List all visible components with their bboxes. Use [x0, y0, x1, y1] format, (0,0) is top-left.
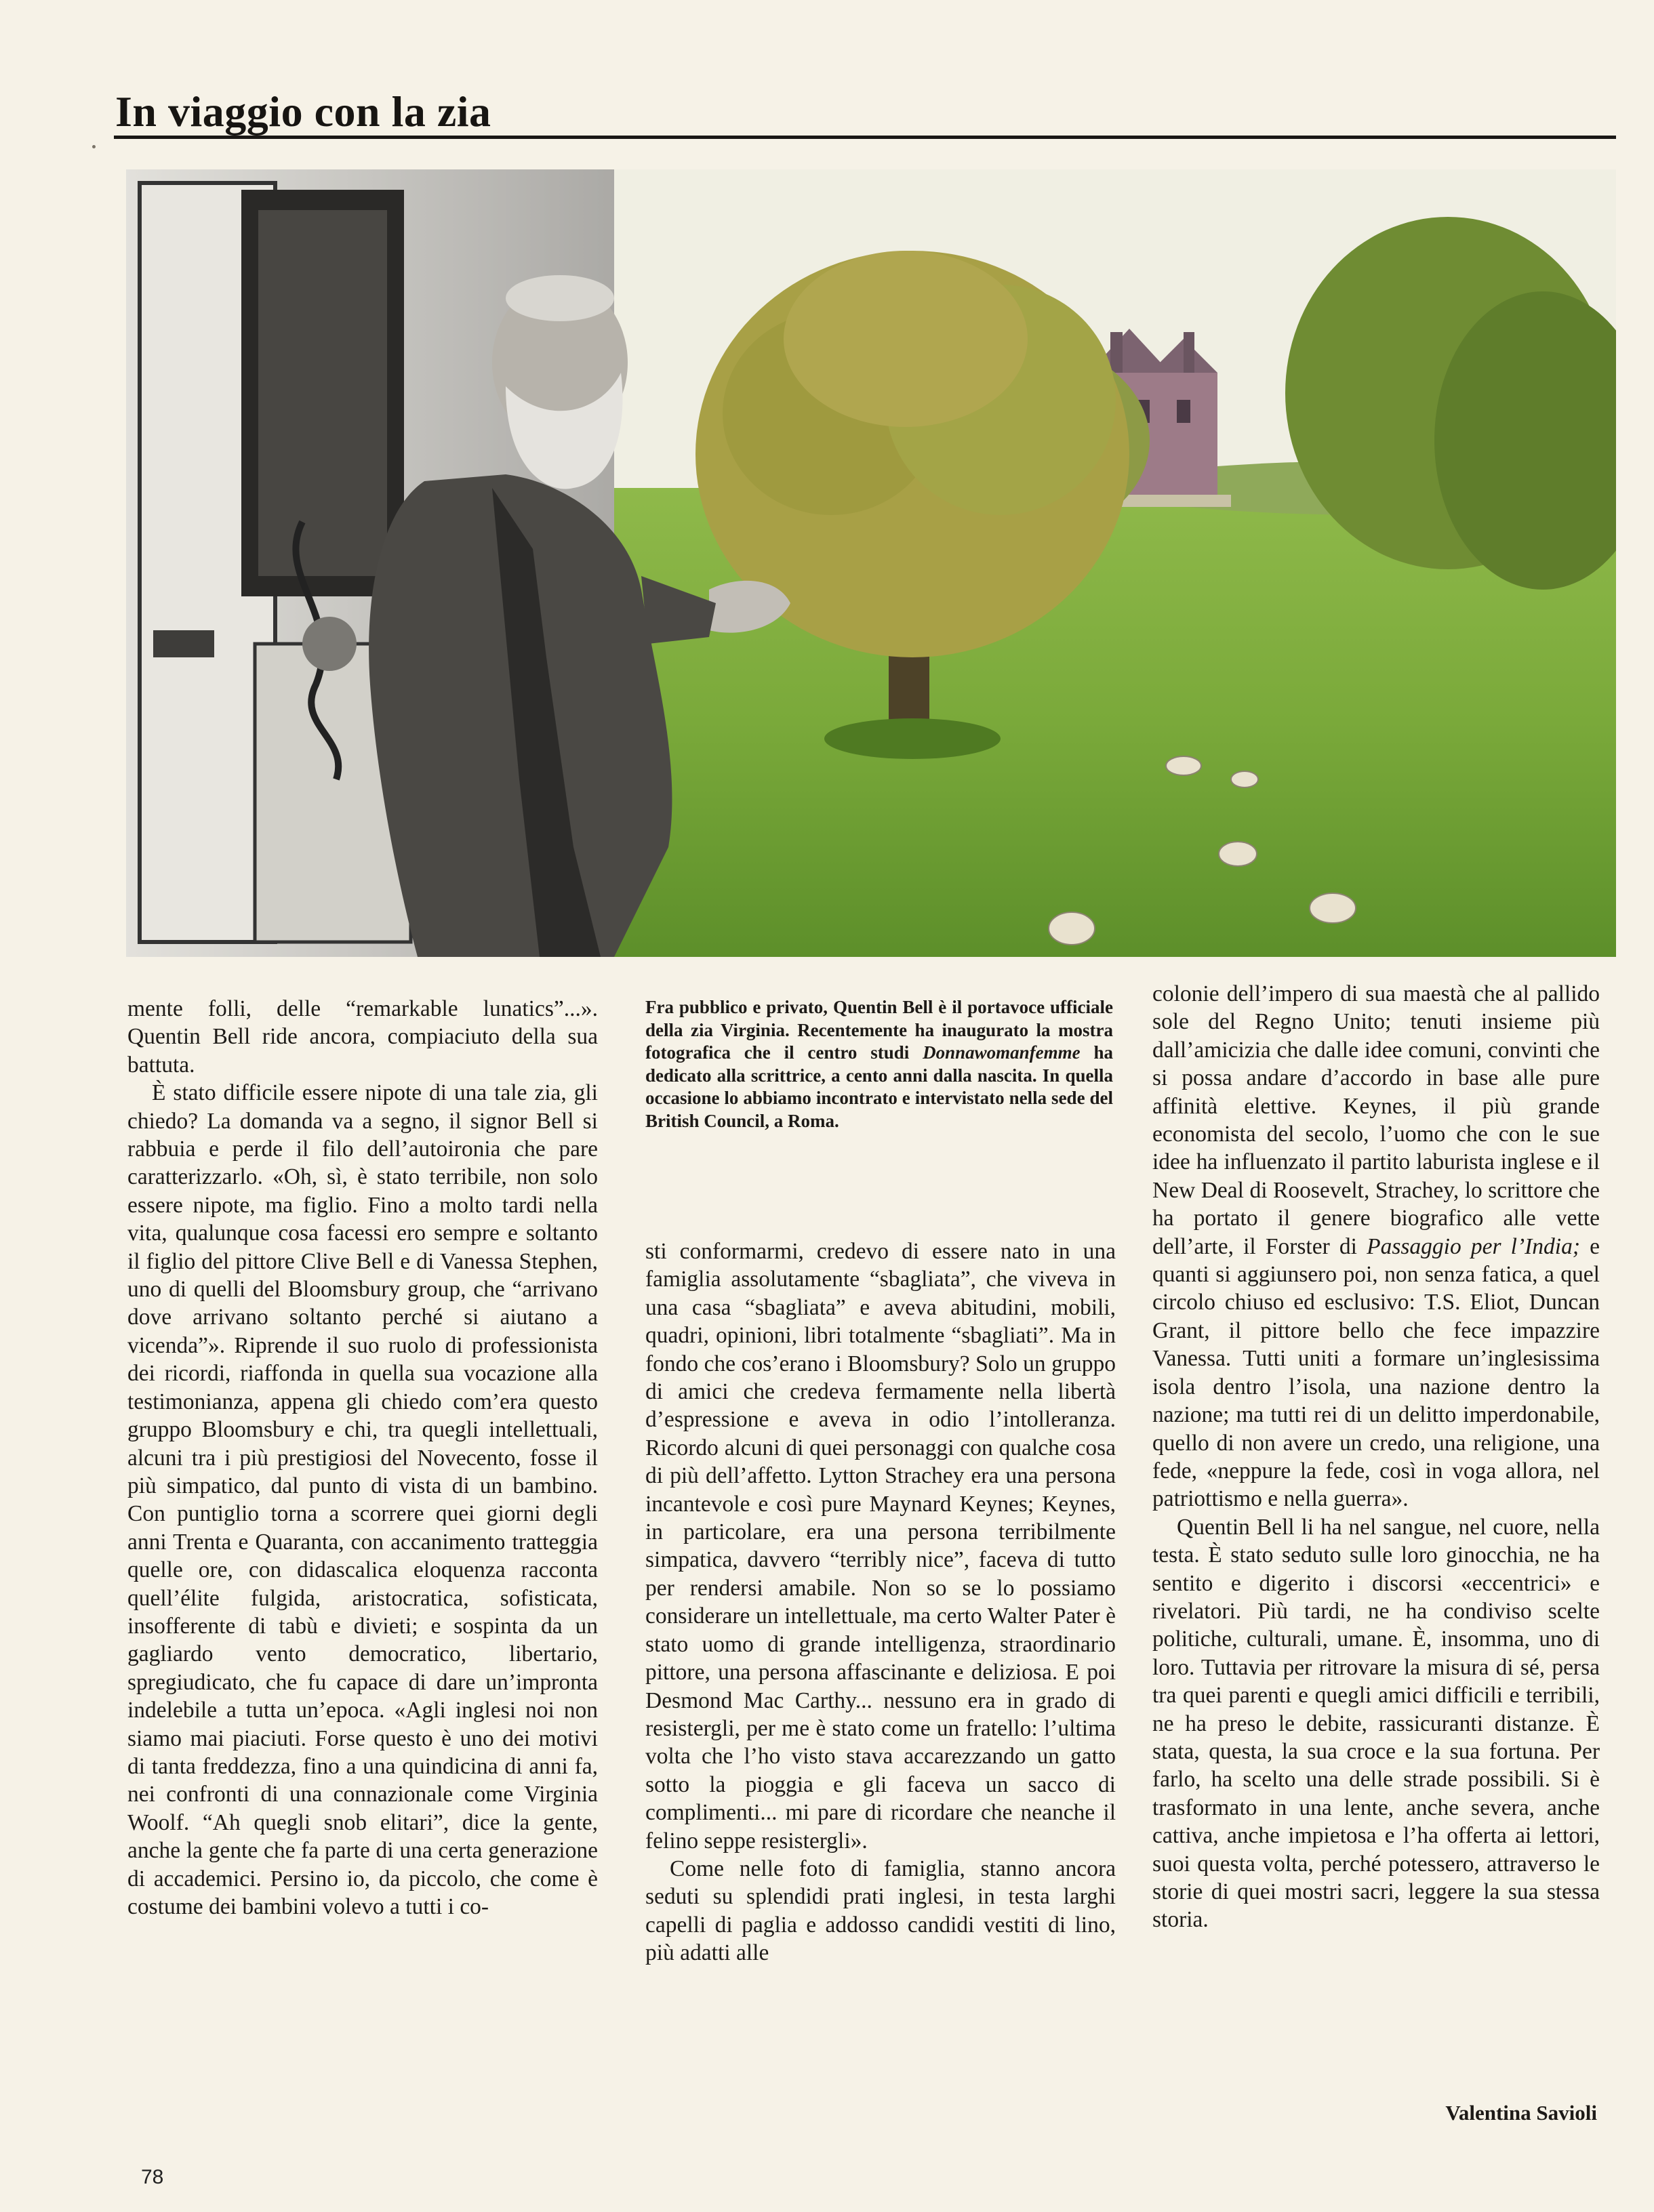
- column-1: [127, 995, 598, 1921]
- photo-caption: [645, 996, 1113, 1133]
- column-3-text-2: e quanti si aggiunsero poi, non senza fatica, a quel circolo chiuso ed esclusivo: T.S. Eliot, Duncan Grant, il pittore bello che fece impazzire Vanessa. Tutti uniti a formare un’inglesissima isola dentro l’isola, una nazione dentro la nazione; ma tutti rei di un delitto imperdonabile, quello di non avere un credo, una religione, una fede, «neppure la fede, così in voga allora, nel patriottismo e nella guerra».: [1152, 1233, 1600, 1512]
- column-1-paragraph-1: mente folli, delle “remarkable lunatics”...». Quentin Bell ride ancora, compiaciuto della sua battuta.: [127, 996, 598, 1078]
- author-signature: Valentina Savioli: [1445, 2101, 1597, 2125]
- article-photo: [126, 169, 1616, 957]
- column-3: [1152, 980, 1600, 1934]
- column-3-italic: Passaggio per l’India;: [1367, 1233, 1580, 1259]
- article-title: In viaggio con la zia: [115, 87, 491, 136]
- column-2-paragraph-1: sti conformarmi, credevo di essere nato in una famiglia assolutamente “sbagliata”, che viveva in una casa “sbagliata” e aveva abitudini, mobili, quadri, opinioni, libri totalmente “sbagliati”. Ma in fondo che cos’erano i Bloomsbury? Solo un gruppo di amici che credeva fermamente nella libertà d’espressione e aveva in odio l’intolleranza. Ricordo alcuni di quei personaggi con qualche cosa di più dell’affetto. Lytton Strachey era una persona incantevole e così pure Maynard Keynes; Keynes, in particolare, era una persona terribilmente simpatica, davvero “terribly nice”, faceva di tutto per rendersi amabile. Non so se lo possiamo considerare un intellettuale, ma certo Walter Pater è stato uomo di grande intelligenza, straordinario pittore, una persona affascinante e deliziosa. E poi Desmond Mac Carthy... nessuno era in grado di resistergli, per me è stato come un fratello: l’ultima volta che l’ho visto stava accarezzando un gatto sotto la pioggia e gli faceva un sacco di complimenti... mi pare di ricordare che neanche il felino seppe resistergli».: [645, 1239, 1116, 1853]
- caption-italic: Donnawomanfemme: [923, 1042, 1081, 1063]
- column-2: [645, 1237, 1116, 1967]
- column-2-paragraph-2: Come nelle foto di famiglia, stanno ancora seduti su splendidi prati inglesi, in testa larghi capelli di paglia e addosso candidi vestiti di lino, più adatti alle: [645, 1856, 1116, 1966]
- margin-mark: [92, 145, 96, 148]
- caption-text-2: ha dedicato alla scrittrice, a cento anni dalla nascita. In quella occasione lo abbiamo incontrato e intervistato nella sede del British Council, a Roma.: [645, 1042, 1113, 1131]
- column-3-paragraph-2: Quentin Bell li ha nel sangue, nel cuore, nella testa. È stato seduto sulle loro ginocchia, ne ha sentito e digerito i discorsi «eccentrici» e rivelatori. Più tardi, ne ha condiviso scelte politiche, culturali, umane. È, insomma, uno di loro. Tuttavia per ritrovare la misura di sé, persa tra quei parenti e quegli amici difficili e terribili, ne ha preso le debite, rassicuranti distanze. È stata, questa, la sua croce e la sua fortuna. Per farlo, ha scelto una delle strade possibili. Si è trasformato in una lente, anche severa, anche cattiva, anche impietosa e l’ha offerta ai lettori, suoi questa volta, perché potessero, attraverso le storie di quei mostri sacri, leggere la sua stessa storia.: [1152, 1514, 1600, 1933]
- caption-text-1: Fra pubblico e privato, Quentin Bell è il portavoce ufficiale della zia Virginia. Recentemente ha inaugurato la mostra fotografica che il centro studi: [645, 997, 1113, 1063]
- column-3-paragraph-1: [1152, 980, 1600, 1513]
- page-number: 78: [141, 2166, 164, 2188]
- title-rule: [114, 136, 1616, 139]
- column-1-paragraph-2: È stato difficile essere nipote di una tale zia, gli chiedo? La domanda va a segno, il signor Bell si rabbuia e perde il filo dell’autoironia che pare caratterizzarlo. «Oh, sì, è stato terribile, non solo essere nipote, ma figlio. Fino a molto tardi nella vita, qualunque cosa facessi ero sempre e soltanto il figlio del pittore Clive Bell e di Vanessa Stephen, uno di quelli del Bloomsbury group, che “arrivano dove arrivano soltanto perché si aiutano a vicenda”». Riprende il suo ruolo di professionista dei ricordi, riaffonda in quella sua vocazione alla testimonianza, appena gli chiedo com’era questo gruppo Bloomsbury e chi, tra quegli intellettuali, alcuni tra i più prestigiosi del Novecento, fosse il più simpatico, dal punto di vista di un bambino. Con puntiglio torna a scorrere quei giorni degli anni Trenta e Quaranta, con accanimento tratteggia quelle ore, con didascalica eloquenza racconta quell’élite fulgida, aristocratica, sofisticata, insofferente di tabù e divieti; e sospinta da un gagliardo vento democratico, libertario, spregiudicato, che fu capace di dare un’impronta indelebile a tutta un’epoca. «Agli inglesi noi non siamo mai piaciuti. Forse questo è uno dei motivi di tanta freddezza, fino a una quindicina di anni fa, nei confronti di una connazionale come Virginia Woolf. “Ah quegli snob elitari”, dice la gente, anche la gente che fa parte di una certa generazione di accademici. Persino io, da piccolo, che come è costume dei bambini volevo a tutti i co-: [127, 1080, 598, 1919]
- column-3-text-1: colonie dell’impero di sua maestà che al pallido sole del Regno Unito; tenuti insieme più dall’amicizia che dalle idee comuni, convinti che si possa andare d’accordo in base alle pure affinità elettive. Keynes, il più grande economista del secolo, l’uomo che con le sue idee ha influenzato il partito laburista inglese e il New Deal di Roosevelt, Strachey, lo scrittore che ha portato il genere biografico alle vette dell’arte, il Forster di: [1152, 981, 1600, 1259]
